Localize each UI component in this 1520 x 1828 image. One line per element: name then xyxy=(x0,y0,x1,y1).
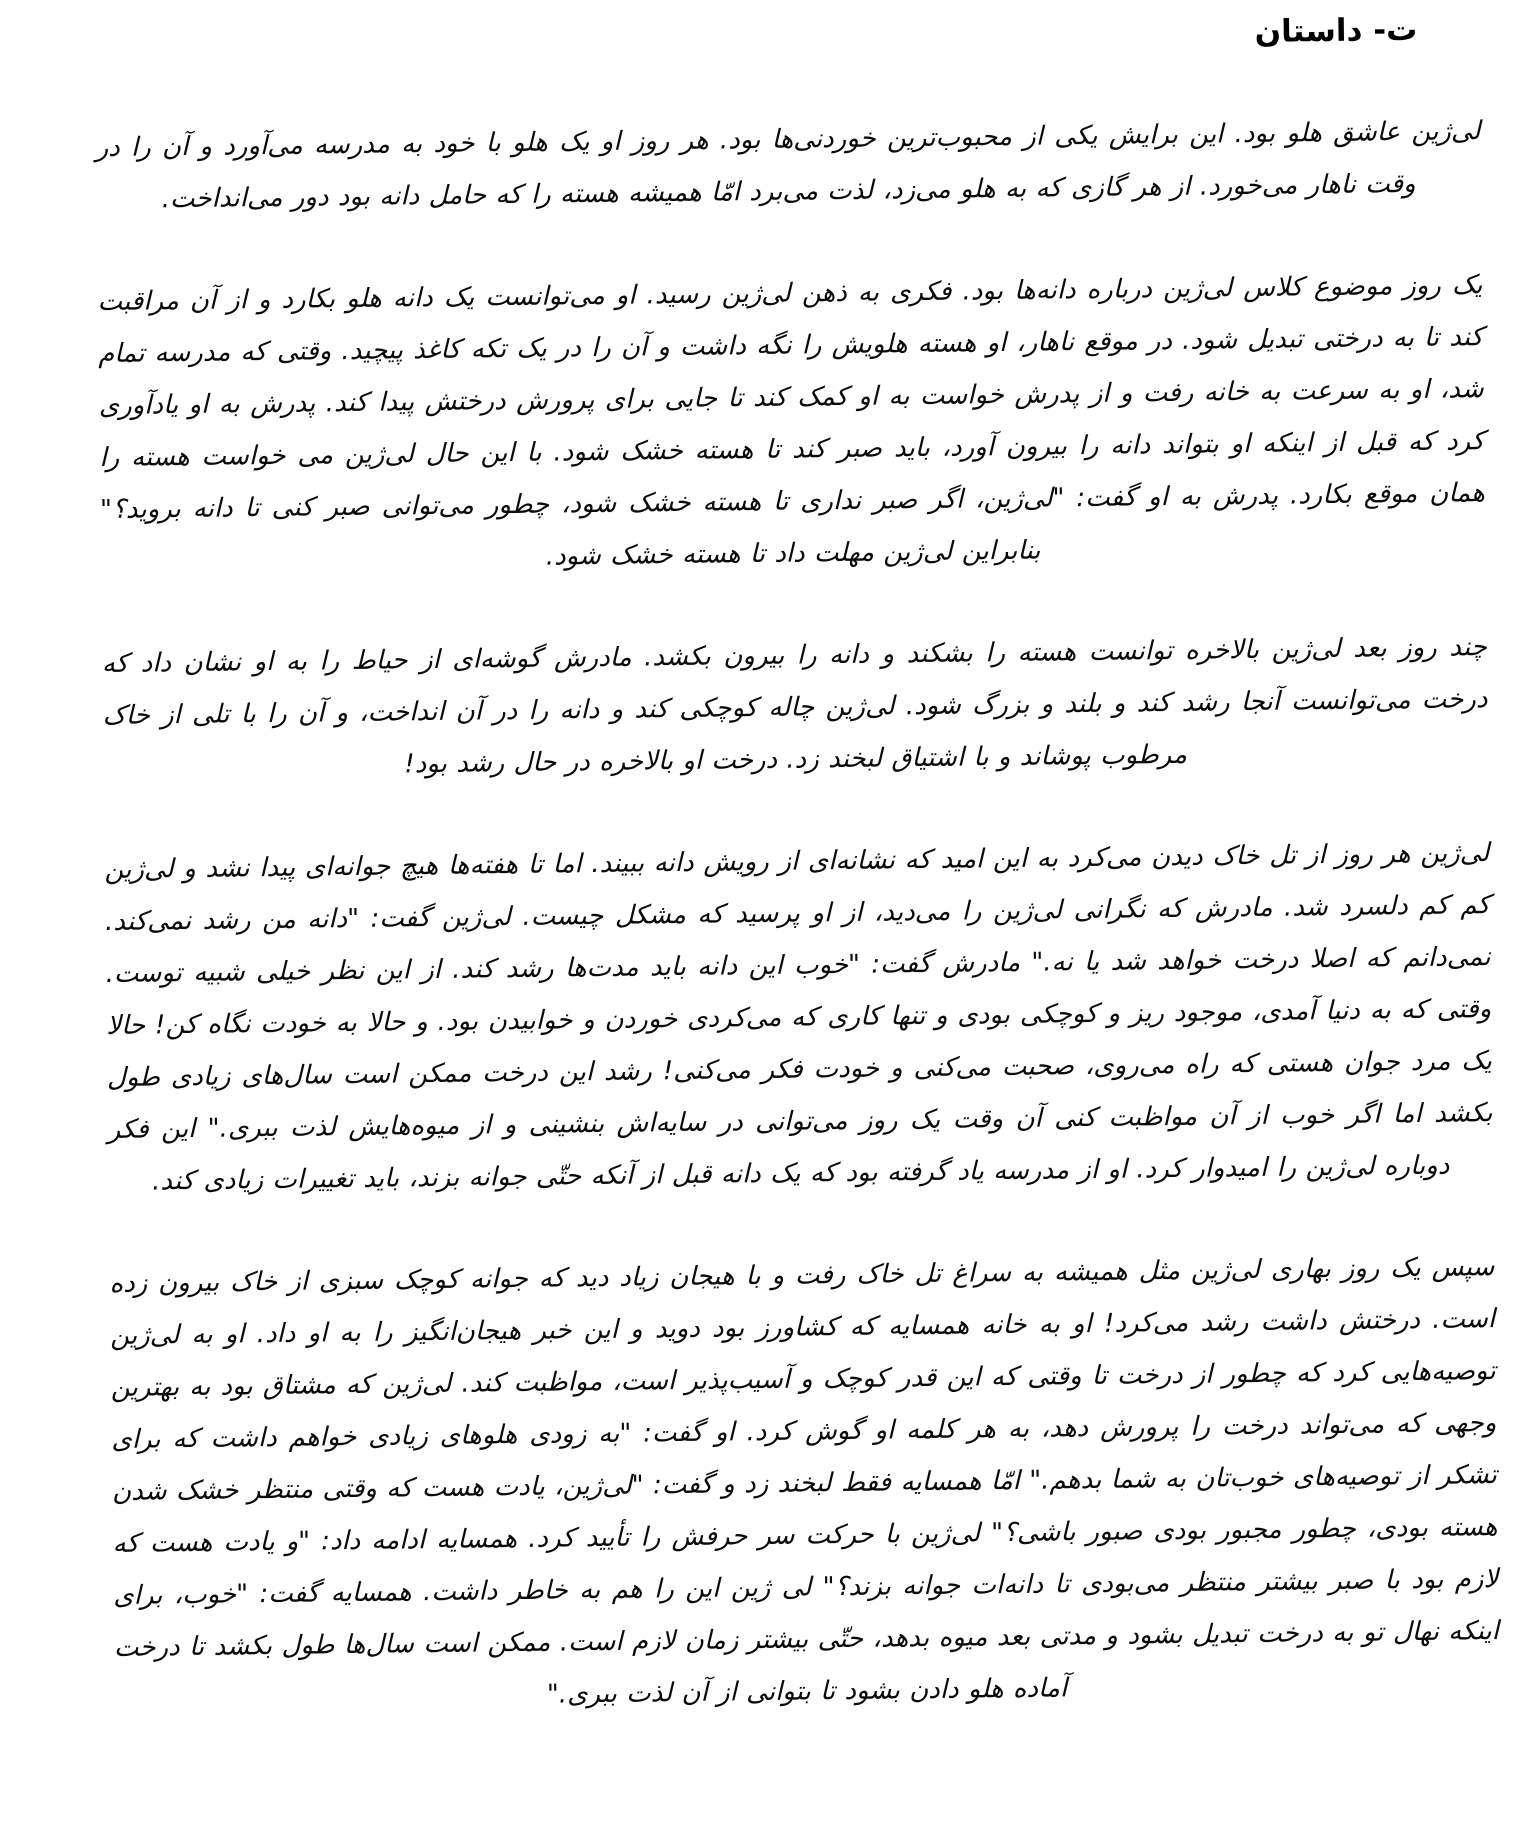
story-paragraph-3: چند روز بعد لی‌ژین بالاخره توانست هسته را بشکند و دانه را بیرون بکشد. مادرش گوشه‌ای از حیاط را به او نشان داد که درخت می‌توانست آنجا رشد کند و بلند و بزرگ شود. لی‌ژین چاله کوچکی کند و دانه را در آن انداخت، و آن را با تلی از خاک مرطوب پوشاند و با اشتیاق لبخند زد. درخت او بالاخره در حال رشد بود! xyxy=(101,632,1488,780)
story-paragraph-1: لی‌ژین عاشق هلو بود. این برایش یکی از محبوب‌ترین خوردنی‌ها بود. هر روز او یک هلو با خود به مدرسه می‌آورد و آن را در وقت ناهار می‌خورد. از هر گازی که به هلو می‌زد، لذت می‌برد امّا همیشه هسته را که حامل دانه بود دور می‌انداخت. xyxy=(95,116,1481,215)
story-paragraph-5: سپس یک روز بهاری لی‌ژین مثل همیشه به سراغ تل خاک رفت و با هیجان زیاد دید که جوانه کوچک سبزی از خاک بیرون زده است. درختش داشت رشد می‌کرد! او به خانه همسایه که کشاورز بود دوید و این خبر هیجان‌انگیز را به او داد. او به لی‌ژین توصیه‌هایی کرد که چطور از درخت تا وقتی که این قدر کوچک و آسیب‌پذیر است، مواظبت کند. لی‌ژین که مشتاق بود به بهترین وجهی که می‌تواند درخت را پرورش دهد، به هر کلمه او گوش کرد. او گفت: "به زودی هلوهای زیادی خواهم داشت که برای تشکر از توصیه‌های خوب‌تان به شما بدهم." امّا همسایه فقط لبخند زد و گفت: "لی‌ژین، یادت هست که وقتی منتظر خشک شدن هسته بودی، چطور مجبور بودی صبور باشی؟" لی‌ژین با حرکت سر حرفش را تأیید کرد. همسایه ادامه داد: "و یادت هست که لازم بود با صبر بیشتر منتظر می‌بودی تا دانه‌ات جوانه بزند؟" لی ژین این را هم به خاطر داشت. همسایه گفت: "خوب، برای اینکه نهال تو به درخت تبدیل بشود و مدتی بعد میوه بدهد، حتّی بیشتر زمان لازم است. ممکن است سال‌ها طول بکشد تا درخت آماده هلو دادن بشود تا بتوانی از آن لذت ببری." xyxy=(109,1252,1499,1710)
story-paragraph-2: یک روز موضوع کلاس لی‌ژین درباره دانه‌ها بود. فکری به ذهن لی‌ژین رسید. او می‌توانست یک دانه هلو بکارد و از آن مراقبت کند تا به درختی تبدیل شود. در موقع ناهار، او هسته هلویش را نگه داشت و آن را در یک تکه کاغذ پیچید. وقتی که مدرسه تمام شد، او به سرعت به خانه رفت و از پدرش خواست به او کمک کند تا جایی برای پرورش درختش پیدا کند. پدرش به او یادآوری کرد که قبل از اینکه او بتواند دانه را بیرون آورد، باید صبر کند تا هسته خشک شود. با این حال لی‌ژین می خواست هسته را همان موقع بکارد. پدرش به او گفت: "لی‌ژین، اگر صبر نداری تا هسته خشک شود، چطور می‌توانی صبر کنی تا دانه بروید؟" بنابراین لی‌ژین مهلت داد تا هسته خشک شود. xyxy=(97,270,1486,572)
story-paragraph-4: لی‌ژین هر روز از تل خاک دیدن می‌کرد به این امید که نشانه‌ای از رویش دانه ببیند. اما تا هفته‌ها هیچ جوانه‌ای پیدا نشد و لی‌ژین کم کم دلسرد شد. مادرش که نگرانی لی‌ژین را می‌دید، از او پرسید که مشکل چیست. لی‌ژین گفت: "دانه من رشد نمی‌کند. نمی‌دانم که اصلا درخت خواهد شد یا نه." مادرش گفت: "خوب این دانه باید مدت‌ها رشد کند. از این نظر خیلی شبیه توست. وقتی که به دنیا آمدی، موجود ریز و کوچکی بودی و تنها کاری که می‌کردی خوردن و خوابیدن بود. و حالا به خودت نگاه کن! حالا یک مرد جوان هستی که راه می‌روی، صحبت می‌کنی و خودت فکر می‌کنی! رشد این درخت ممکن است سال‌های زیادی طول بکشد اما اگر خوب از آن مواظبت کنی آن وقت یک روز می‌توانی در سایه‌اش بنشینی و از میوه‌هایش لذت ببری." این فکر دوباره لی‌ژین را امیدوار کرد. او از مدرسه یاد گرفته بود که یک دانه قبل از آنکه حتّی جوانه بزند، باید تغییرات زیادی کند. xyxy=(104,838,1493,1197)
page-title: ت- داستان xyxy=(1254,11,1418,50)
